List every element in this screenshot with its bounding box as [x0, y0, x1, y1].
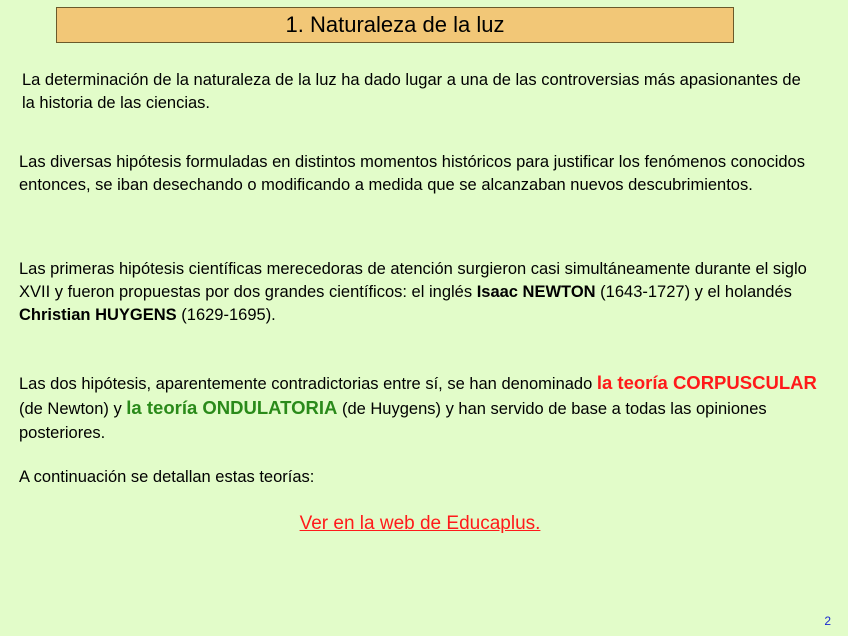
corpuscular-theory: la teoría CORPUSCULAR — [596, 372, 817, 393]
theories-paragraph — [19, 371, 834, 445]
huygens-name: Christian HUYGENS — [19, 306, 177, 324]
educaplus-link[interactable]: Ver en la web de Educaplus. — [299, 513, 541, 534]
theories-text-1: Las dos hipótesis, aparentemente contradictorias entre sí, se han denominado — [19, 375, 597, 393]
continuation-paragraph: A continuación se detallan estas teorías: — [19, 468, 315, 486]
scientists-text-3: (1629-1695). — [176, 306, 276, 324]
intro-paragraph: La determinación de la naturaleza de la luz ha dado lugar a una de las controversias más apasionantes de la historia de las ciencias. — [22, 71, 801, 112]
newton-name: Isaac NEWTON — [476, 283, 596, 301]
page-number: 2 — [824, 614, 831, 628]
scientists-paragraph — [19, 258, 834, 327]
theories-text-2: (de Newton) y — [19, 400, 127, 418]
scientists-text-2: (1643-1727) y el holandés — [595, 283, 792, 301]
hypotheses-paragraph: Las diversas hipótesis formuladas en distintos momentos históricos para justificar los fenómenos conocidos entonces, se iban desechando o modificando a medida que se alcanzaban nuevos descubrimientos. — [19, 153, 805, 194]
theories-text-3: (de Huygens) y han servido de base a todas las opiniones posteriores. — [19, 400, 767, 442]
slide-title-box — [56, 7, 734, 43]
slide-title: 1. Naturaleza de la luz — [285, 12, 505, 37]
ondulatoria-theory: la teoría ONDULATORIA — [126, 397, 338, 418]
scientists-text-1: Las primeras hipótesis científicas merecedoras de atención surgieron casi simultáneamente durante el siglo XVII y fueron propuestas por dos grandes científicos: el inglés — [19, 260, 807, 301]
